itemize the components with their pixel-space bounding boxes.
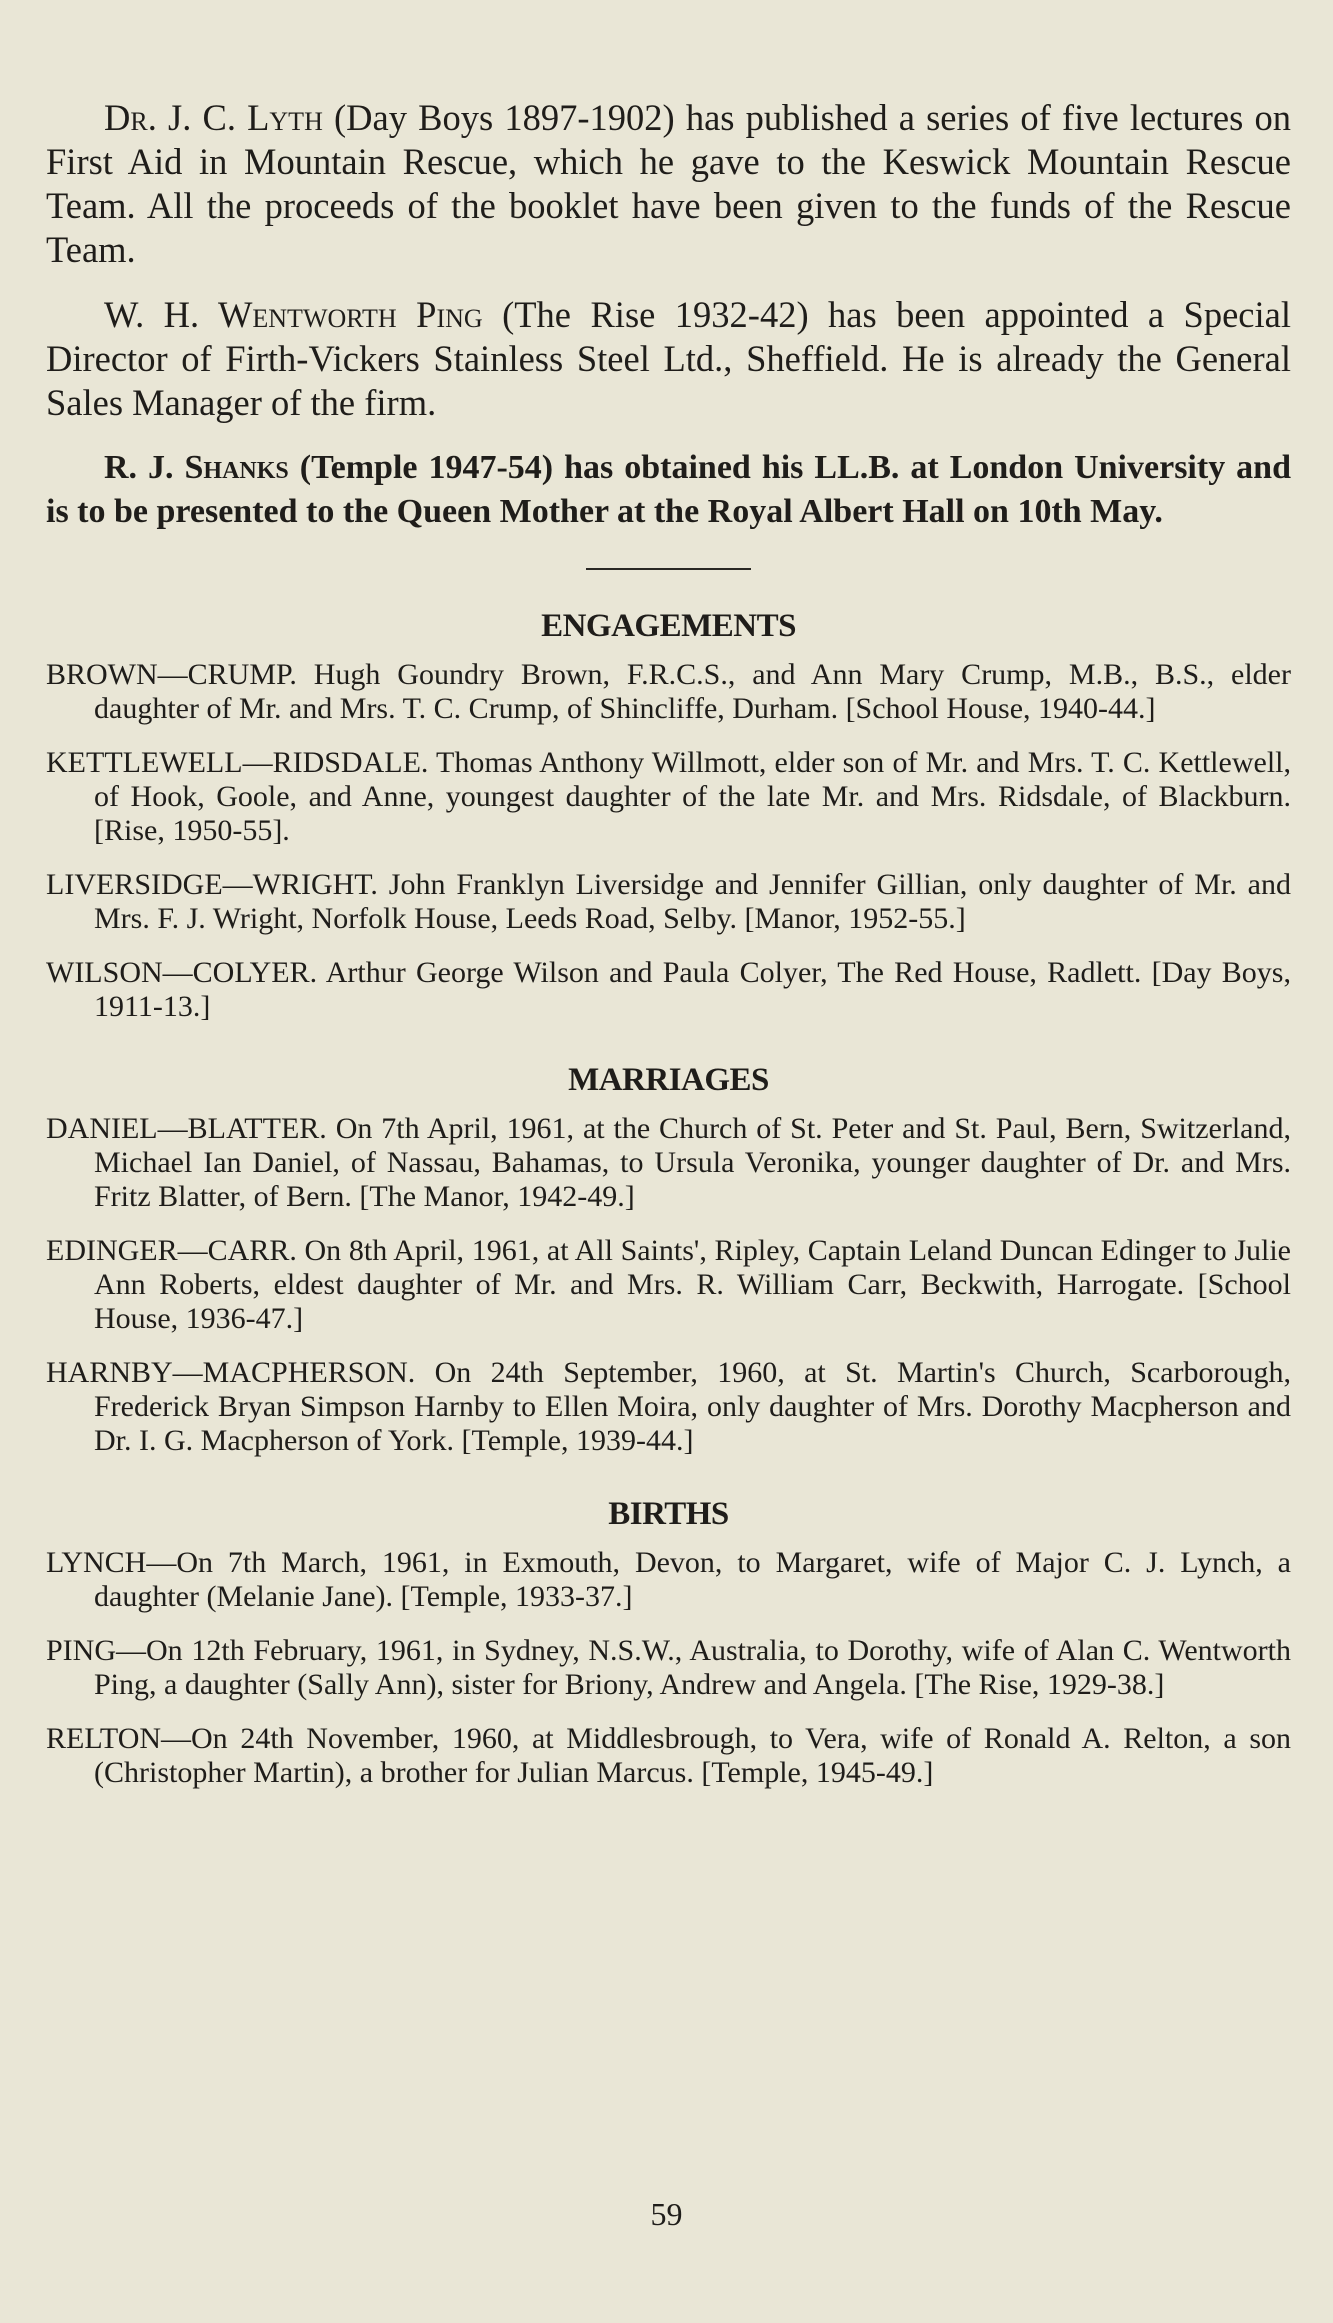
marriage-entry: EDINGER—CARR. On 8th April, 1961, at All Saints', Ripley, Captain Leland Duncan Edinger to Julie Ann Roberts, eldest daughter of Mr. and Mrs. R. William Carr, Beckwith, Harrogate. [School House, 1936-47.] [46, 1234, 1291, 1335]
news-text: (Day Boys 1897-1902) has published a series of five lectures on First Aid in Mountain Rescue, which he gave to the Keswick Mountain Rescue Team. All the proceeds of the booklet have been given to the funds of the Rescue Team. [46, 97, 1291, 270]
page-body [46, 96, 1291, 1810]
page-number: 59 [650, 2196, 683, 2232]
news-item-shanks [46, 446, 1291, 534]
birth-entry: LYNCH—On 7th March, 1961, in Exmouth, Devon, to Margaret, wife of Major C. J. Lynch, a daughter (Melanie Jane). [Temple, 1933-37.] [46, 1546, 1291, 1613]
news-name: Dr. J. C. Lyth [104, 97, 323, 138]
birth-entry: RELTON—On 24th November, 1960, at Middlesbrough, to Vera, wife of Ronald A. Relton, a son (Christopher Martin), a brother for Julian Marcus. [Temple, 1945-49.] [46, 1722, 1291, 1789]
engagement-entry: LIVERSIDGE—WRIGHT. John Franklyn Liversidge and Jennifer Gillian, only daughter of Mr. and Mrs. F. J. Wright, Norfolk House, Leeds Road, Selby. [Manor, 1952-55.] [46, 868, 1291, 935]
engagement-entry: KETTLEWELL—RIDSDALE. Thomas Anthony Willmott, elder son of Mr. and Mrs. T. C. Kettlewell, of Hook, Goole, and Anne, youngest daughter of the late Mr. and Mrs. Ridsdale, of Blackburn. [Rise, 1950-55]. [46, 746, 1291, 847]
marriage-entry: DANIEL—BLATTER. On 7th April, 1961, at the Church of St. Peter and St. Paul, Bern, Switzerland, Michael Ian Daniel, of Nassau, Bahamas, to Ursula Veronika, younger daughter of Dr. and Mrs. Fritz Blatter, of Bern. [The Manor, 1942-49.] [46, 1112, 1291, 1213]
marriages-heading: MARRIAGES [568, 1062, 769, 1098]
news-name: W. H. Wentworth Ping [104, 294, 483, 335]
birth-entry: PING—On 12th February, 1961, in Sydney, N.S.W., Australia, to Dorothy, wife of Alan C. Wentworth Ping, a daughter (Sally Ann), sister for Briony, Andrew and Angela. [The Rise, 1929-38.] [46, 1634, 1291, 1701]
news-text: (The Rise 1932-42) has been appointed a Special Director of Firth-Vickers Stainless Steel Ltd., Sheffield. He is already the General Sales Manager of the firm. [46, 294, 1291, 423]
news-name: R. J. Shanks [104, 449, 289, 486]
section-divider [586, 568, 751, 570]
news-text: (Temple 1947-54) has obtained his LL.B. at London University and is to be presented to the Queen Mother at the Royal Albert Hall on 10th May. [46, 449, 1291, 530]
engagements-heading: ENGAGEMENTS [541, 608, 796, 644]
engagement-entry: WILSON—COLYER. Arthur George Wilson and Paula Colyer, The Red House, Radlett. [Day Boys, 1911-13.] [46, 956, 1291, 1023]
engagement-entry: BROWN—CRUMP. Hugh Goundry Brown, F.R.C.S., and Ann Mary Crump, M.B., B.S., elder daughter of Mr. and Mrs. T. C. Crump, of Shincliffe, Durham. [School House, 1940-44.] [46, 658, 1291, 725]
births-heading: BIRTHS [608, 1496, 729, 1532]
marriage-entry: HARNBY—MACPHERSON. On 24th September, 1960, at St. Martin's Church, Scarborough, Frederick Bryan Simpson Harnby to Ellen Moira, only daughter of Mrs. Dorothy Macpherson and Dr. I. G. Macpherson of York. [Temple, 1939-44.] [46, 1356, 1291, 1457]
news-item-ping [46, 293, 1291, 425]
news-item-lyth [46, 96, 1291, 272]
